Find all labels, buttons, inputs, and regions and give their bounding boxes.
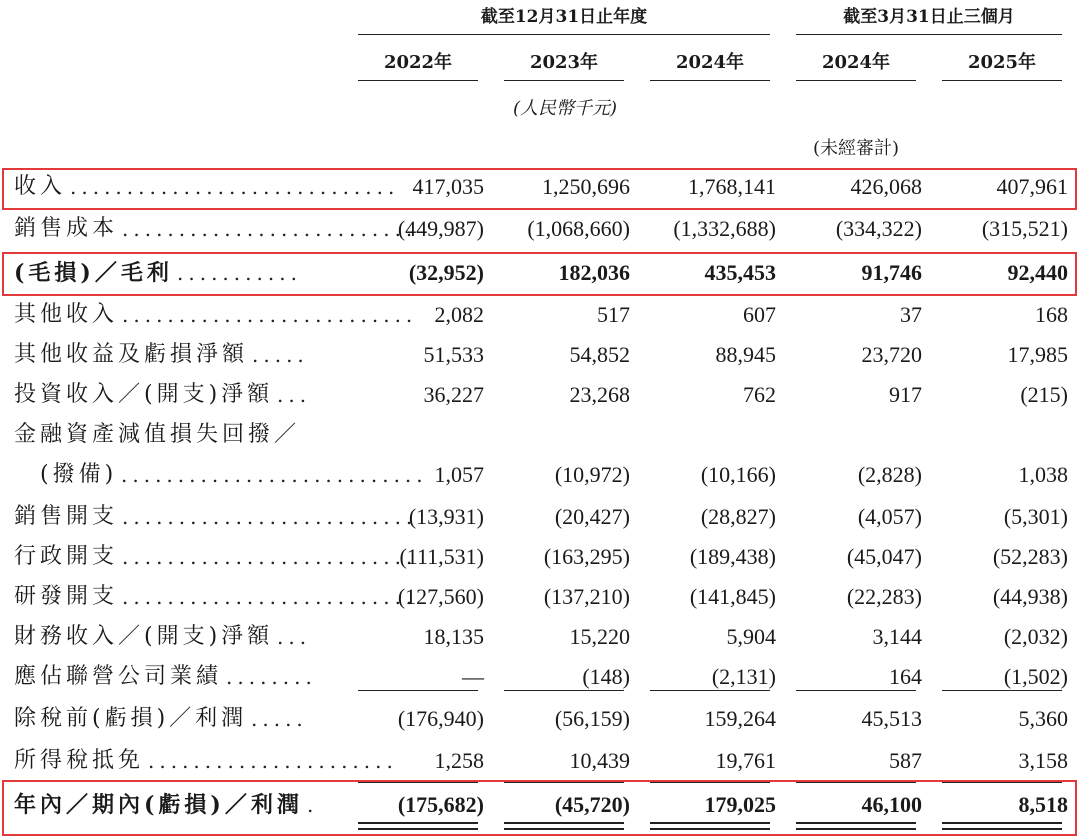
unit-note: (人民幣千元): [512, 98, 618, 119]
row-value: (215): [1020, 382, 1068, 407]
row-leader-dots: .............................: [70, 175, 400, 199]
row-value: (52,283): [992, 544, 1068, 569]
row-value: 5,904: [726, 624, 776, 649]
row-value: 587: [889, 748, 922, 773]
row-value: (2,131): [711, 664, 776, 689]
row-value: (1,502): [1003, 664, 1068, 689]
row-value: (1,068,660): [527, 216, 630, 241]
total-double-underline: [650, 822, 770, 830]
table-row: [0, 618, 1080, 656]
row-value: 426,068: [850, 174, 922, 199]
row-label: 研發開支: [14, 584, 119, 609]
row-value: 1,250,696: [542, 174, 630, 199]
row-value: 88,945: [715, 342, 776, 367]
row-leader-dots: ......................: [148, 749, 398, 773]
row-value: 8,518: [1018, 792, 1068, 817]
row-value: (20,427): [554, 504, 630, 529]
total-top-line: [942, 782, 1062, 783]
row-leader-dots: ........: [226, 665, 317, 689]
year-header: 2023年: [529, 52, 599, 73]
row-value: 51,533: [423, 342, 484, 367]
row-value: (1,332,688): [673, 216, 776, 241]
year-underline: [650, 80, 770, 81]
row-value: 46,100: [861, 792, 922, 817]
row-value: —: [462, 664, 484, 689]
row-value: 23,720: [861, 342, 922, 367]
header-group-underline: [796, 34, 1062, 35]
row-value: 417,035: [412, 174, 484, 199]
row-label: 行政開支: [14, 544, 119, 569]
row-value: (175,682): [397, 792, 484, 817]
year-header: 2025年: [967, 52, 1037, 73]
row-value: (4,057): [857, 504, 922, 529]
row-label: 銷售成本: [14, 216, 119, 241]
row-value: 762: [743, 382, 776, 407]
row-value: 607: [743, 302, 776, 327]
row-label: 金融資產減值損失回撥／: [14, 422, 301, 447]
row-value: 15,220: [569, 624, 630, 649]
year-underline: [504, 80, 624, 81]
row-value: (2,828): [857, 462, 922, 487]
row-leader-dots: ...: [277, 383, 312, 407]
row-leader-dots: .: [307, 793, 319, 817]
table-row: [0, 456, 1080, 494]
year-underline: [358, 80, 478, 81]
row-value: (45,720): [554, 792, 630, 817]
row-label: 收入: [14, 174, 67, 199]
total-top-line: [504, 782, 624, 783]
year-header: 2024年: [675, 52, 745, 73]
unaudited-note: (未經審計): [812, 138, 900, 159]
row-value: 54,852: [569, 342, 630, 367]
row-value: 1,057: [434, 462, 484, 487]
row-value: (449,987): [397, 216, 484, 241]
row-value: (163,295): [543, 544, 630, 569]
total-double-underline: [796, 822, 916, 830]
row-value: 19,761: [715, 748, 776, 773]
table-row: [0, 578, 1080, 616]
row-label: (毛損)／毛利: [14, 260, 173, 286]
table-row: [0, 416, 1080, 454]
row-value: (28,827): [700, 504, 776, 529]
header-group-annual: 截至12月31日止年度: [480, 7, 648, 27]
row-value: 159,264: [704, 706, 776, 731]
row-value: 435,453: [704, 260, 776, 285]
row-value: 164: [889, 664, 922, 689]
total-double-underline: [504, 822, 624, 830]
row-value: (10,972): [554, 462, 630, 487]
header-group-quarter: 截至3月31日止三個月: [843, 7, 1015, 27]
row-value: (141,845): [689, 584, 776, 609]
row-value: 179,025: [704, 792, 776, 817]
row-value: 407,961: [996, 174, 1068, 199]
table-row: [0, 296, 1080, 334]
row-value: (22,283): [846, 584, 922, 609]
row-leader-dots: ..........................: [122, 585, 418, 609]
row-value: 17,985: [1007, 342, 1068, 367]
row-value: 37: [900, 302, 922, 327]
row-value: 36,227: [423, 382, 484, 407]
row-value: (176,940): [397, 706, 484, 731]
row-value: 917: [889, 382, 922, 407]
row-value: 91,746: [861, 260, 922, 285]
row-leader-dots: ..........................: [122, 505, 418, 529]
row-value: (315,521): [981, 216, 1068, 241]
table-row: [0, 210, 1080, 248]
row-value: 92,440: [1007, 260, 1068, 285]
row-leader-dots: .....: [252, 343, 309, 367]
table-row: [0, 700, 1080, 738]
table-row: [0, 376, 1080, 414]
row-leader-dots: ..........................: [122, 303, 418, 327]
row-value: (137,210): [543, 584, 630, 609]
subtotal-line: [504, 690, 624, 691]
total-double-underline: [942, 822, 1062, 830]
row-label: 所得稅抵免: [14, 748, 145, 773]
row-value: (45,047): [846, 544, 922, 569]
total-double-underline: [358, 822, 478, 830]
row-value: (2,032): [1003, 624, 1068, 649]
table-row: [0, 498, 1080, 536]
header-group-underline: [358, 34, 770, 35]
row-value: (13,931): [408, 504, 484, 529]
total-top-line: [358, 782, 478, 783]
row-value: 3,158: [1018, 748, 1068, 773]
row-value: (56,159): [554, 706, 630, 731]
row-label: 財務收入／(開支)淨額: [14, 624, 274, 649]
highlight-box-gross-profit: [2, 252, 1077, 296]
row-value: (5,301): [1003, 504, 1068, 529]
row-value: 10,439: [569, 748, 630, 773]
row-label: 其他收入: [14, 302, 119, 327]
row-value: 2,082: [434, 302, 484, 327]
row-value: 45,513: [861, 706, 922, 731]
subtotal-line: [942, 690, 1062, 691]
row-label: 銷售開支: [14, 504, 119, 529]
row-value: (189,438): [689, 544, 776, 569]
row-leader-dots: ..........................: [122, 217, 418, 241]
row-label: (撥備): [14, 462, 118, 487]
row-leader-dots: ...........: [177, 261, 302, 285]
row-value: 18,135: [423, 624, 484, 649]
row-value: 1,258: [434, 748, 484, 773]
row-value: (44,938): [992, 584, 1068, 609]
row-label: 其他收益及虧損淨額: [14, 342, 249, 367]
row-leader-dots: .....: [251, 707, 308, 731]
row-value: (334,322): [835, 216, 922, 241]
subtotal-line: [796, 690, 916, 691]
subtotal-line: [650, 690, 770, 691]
row-leader-dots: ..........................: [122, 545, 418, 569]
row-value: 517: [597, 302, 630, 327]
row-label: 應佔聯營公司業績: [14, 664, 223, 689]
row-leader-dots: ...........................: [121, 463, 428, 487]
total-top-line: [650, 782, 770, 783]
row-value: (111,531): [399, 544, 484, 569]
year-header: 2024年: [821, 52, 891, 73]
row-leader-dots: ...: [277, 625, 312, 649]
row-value: 3,144: [872, 624, 922, 649]
table-row: [0, 336, 1080, 374]
row-label: 年內／期內(虧損)／利潤: [14, 792, 303, 818]
row-value: (10,166): [700, 462, 776, 487]
highlight-box-revenue: [2, 168, 1077, 210]
year-underline: [942, 80, 1062, 81]
total-top-line: [796, 782, 916, 783]
row-value: 5,360: [1018, 706, 1068, 731]
row-label: 除稅前(虧損)／利潤: [14, 706, 248, 731]
row-value: (32,952): [408, 260, 484, 285]
row-value: (148): [582, 664, 630, 689]
table-row: [0, 742, 1080, 780]
row-value: 182,036: [558, 260, 630, 285]
row-value: 168: [1035, 302, 1068, 327]
row-value: 1,038: [1018, 462, 1068, 487]
row-value: (127,560): [397, 584, 484, 609]
subtotal-line: [358, 690, 478, 691]
row-value: 23,268: [569, 382, 630, 407]
row-value: 1,768,141: [688, 174, 776, 199]
table-row: [0, 538, 1080, 576]
row-label: 投資收入／(開支)淨額: [14, 382, 274, 407]
year-underline: [796, 80, 916, 81]
year-header: 2022年: [383, 52, 453, 73]
